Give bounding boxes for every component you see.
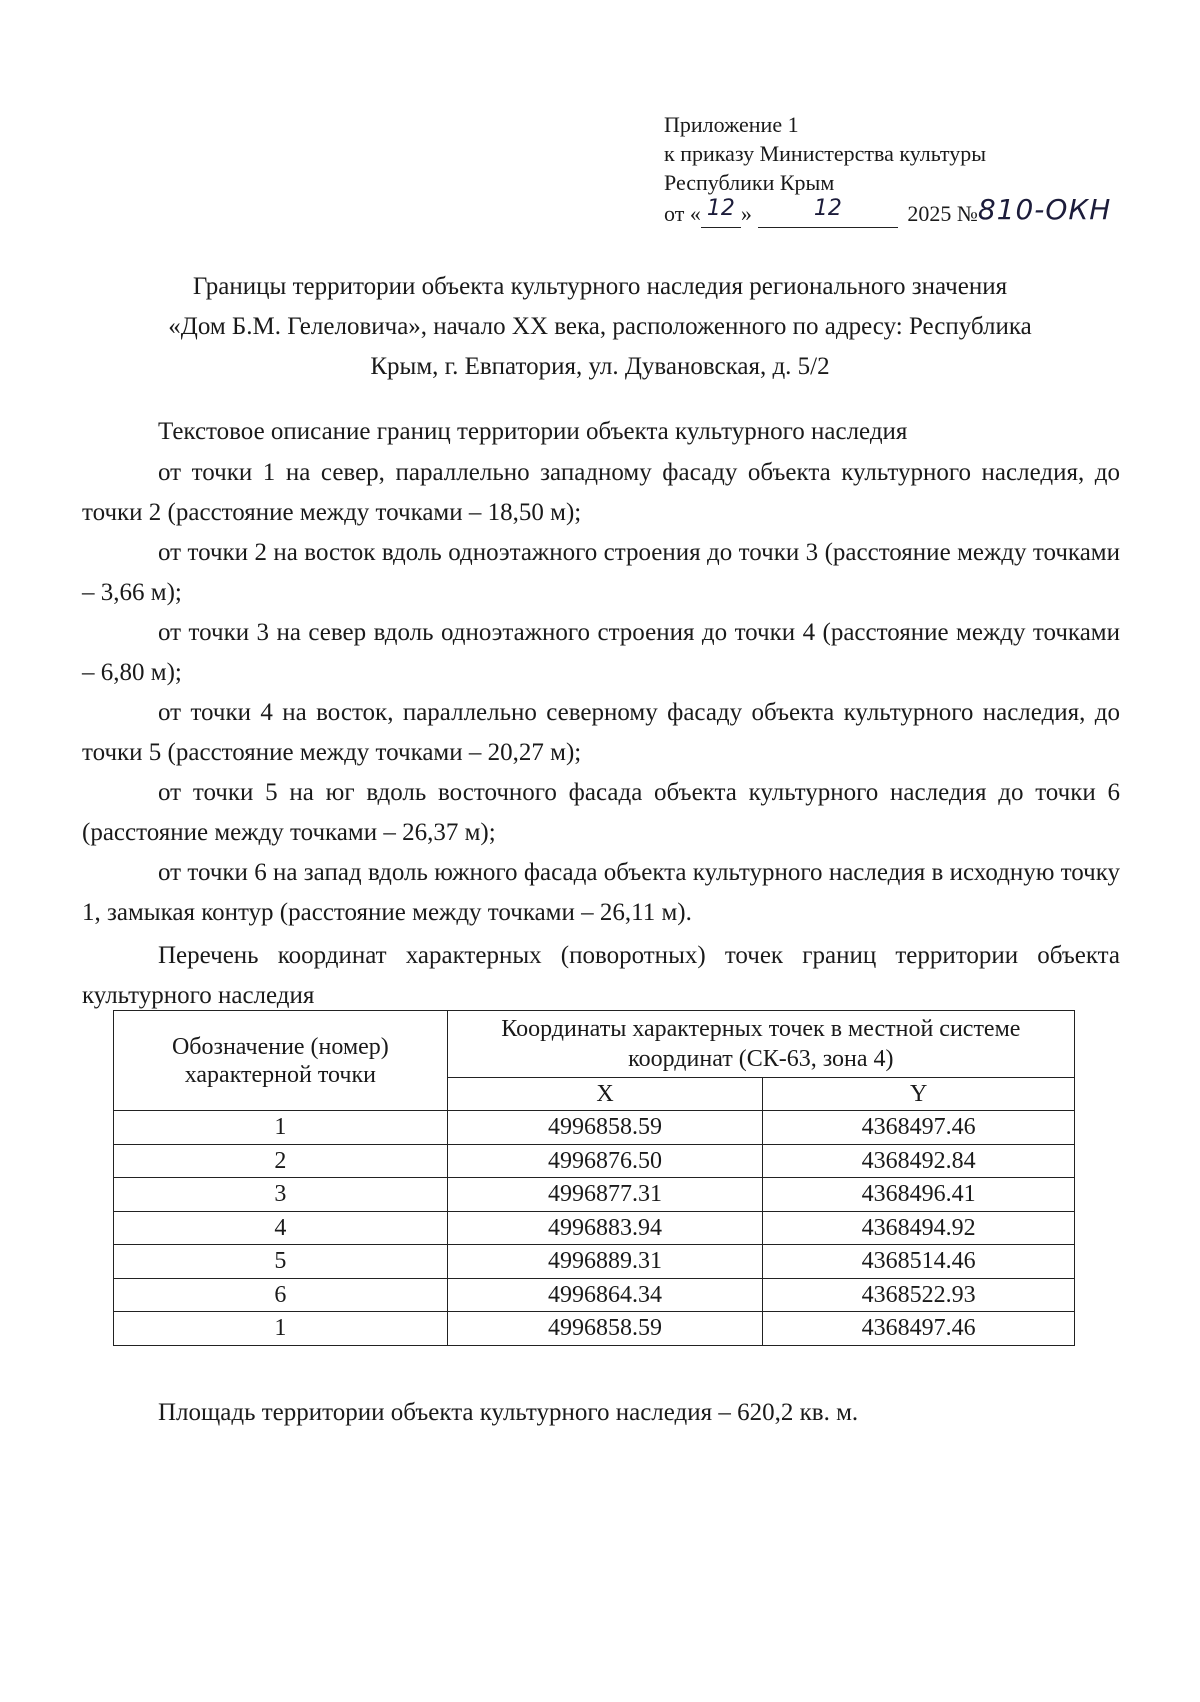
header-x: X <box>447 1078 763 1111</box>
cell-x: 4996889.31 <box>447 1245 763 1279</box>
date-day-handwritten: 12 <box>706 196 735 221</box>
cell-x: 4996877.31 <box>447 1178 763 1212</box>
table-row <box>114 1245 1075 1279</box>
document-title <box>82 267 1118 387</box>
cell-y: 4368497.46 <box>763 1312 1075 1346</box>
area-statement: Площадь территории объекта культурного наследия – 620,2 кв. м. <box>158 1399 859 1426</box>
cell-y: 4368497.46 <box>763 1111 1075 1145</box>
cell-x: 4996858.59 <box>447 1111 763 1145</box>
description-heading-block <box>82 412 1120 452</box>
order-date-line <box>664 193 1112 228</box>
table-row <box>114 1211 1075 1245</box>
header-coordinates: Координаты характерных точек в местной системе координат (СК-63, зона 4) <box>447 1011 1074 1078</box>
boundary-segment-1: от точки 1 на север, параллельно западному фасаду объекта культурного наследия, до точки 2 (расстояние между точками – 18,50 м); <box>82 459 1120 526</box>
cell-x: 4996883.94 <box>447 1211 763 1245</box>
cell-x: 4996876.50 <box>447 1144 763 1178</box>
coordinates-table <box>113 1010 1075 1346</box>
date-month-blank <box>758 196 898 228</box>
cell-y: 4368514.46 <box>763 1245 1075 1279</box>
boundary-segment-5: от точки 5 на юг вдоль восточного фасада объекта культурного наследия до точки 6 (расстояние между точками – 26,37 м); <box>82 779 1120 846</box>
cell-point: 1 <box>114 1111 448 1145</box>
cell-point: 3 <box>114 1178 448 1212</box>
header-y: Y <box>763 1078 1075 1111</box>
date-day-close: » <box>740 201 752 226</box>
table-row <box>114 1144 1075 1178</box>
appendix-line-2: к приказу Министерства культуры <box>664 141 987 166</box>
boundary-segment-3: от точки 3 на север вдоль одноэтажного строения до точки 4 (расстояние между точками – 6,80 м); <box>82 619 1120 686</box>
cell-point: 4 <box>114 1211 448 1245</box>
date-day-blank <box>701 196 741 228</box>
boundary-segment-6: от точки 6 на запад вдоль южного фасада объекта культурного наследия в исходную точку 1, замыкая контур (расстояние между точками – 26,11 м). <box>82 859 1120 926</box>
table-row <box>114 1278 1075 1312</box>
cell-point: 2 <box>114 1144 448 1178</box>
cell-x: 4996864.34 <box>447 1278 763 1312</box>
cell-y: 4368496.41 <box>763 1178 1075 1212</box>
coordinates-list-title: Перечень координат характерных (поворотных) точек границ территории объекта культурного наследия <box>82 942 1120 1009</box>
table-row <box>114 1111 1075 1145</box>
appendix-line-3: Республики Крым <box>664 170 835 195</box>
cell-y: 4368494.92 <box>763 1211 1075 1245</box>
date-month-handwritten: 12 <box>813 196 842 221</box>
boundary-segment-4: от точки 4 на восток, параллельно северному фасаду объекта культурного наследия, до точки 5 (расстояние между точками – 20,27 м); <box>82 699 1120 766</box>
header-point-designation: Обозначение (номер) характерной точки <box>114 1011 448 1111</box>
cell-y: 4368522.93 <box>763 1278 1075 1312</box>
boundary-description <box>82 453 1120 933</box>
title-line-1: Границы территории объекта культурного наследия регионального значения <box>192 273 1008 300</box>
coordinates-list-title-block <box>82 936 1120 1016</box>
description-heading: Текстовое описание границ территории объекта культурного наследия <box>158 418 908 445</box>
date-year: 2025 № <box>907 201 978 226</box>
title-line-2: «Дом Б.М. Гелеловича», начало ХХ века, расположенного по адресу: Республика <box>168 313 1032 340</box>
boundary-segment-2: от точки 2 на восток вдоль одноэтажного строения до точки 3 (расстояние между точками – 3,66 м); <box>82 539 1120 606</box>
cell-x: 4996858.59 <box>447 1312 763 1346</box>
title-line-3: Крым, г. Евпатория, ул. Дувановская, д. 5/2 <box>370 353 830 380</box>
appendix-header <box>664 110 1111 228</box>
order-number-handwritten: 810-ОКН <box>977 193 1112 226</box>
cell-point: 1 <box>114 1312 448 1346</box>
date-prefix: от « <box>664 201 701 226</box>
appendix-line-1: Приложение 1 <box>664 112 799 137</box>
table-row <box>114 1178 1075 1212</box>
cell-point: 5 <box>114 1245 448 1279</box>
cell-y: 4368492.84 <box>763 1144 1075 1178</box>
table-row <box>114 1312 1075 1346</box>
cell-point: 6 <box>114 1278 448 1312</box>
